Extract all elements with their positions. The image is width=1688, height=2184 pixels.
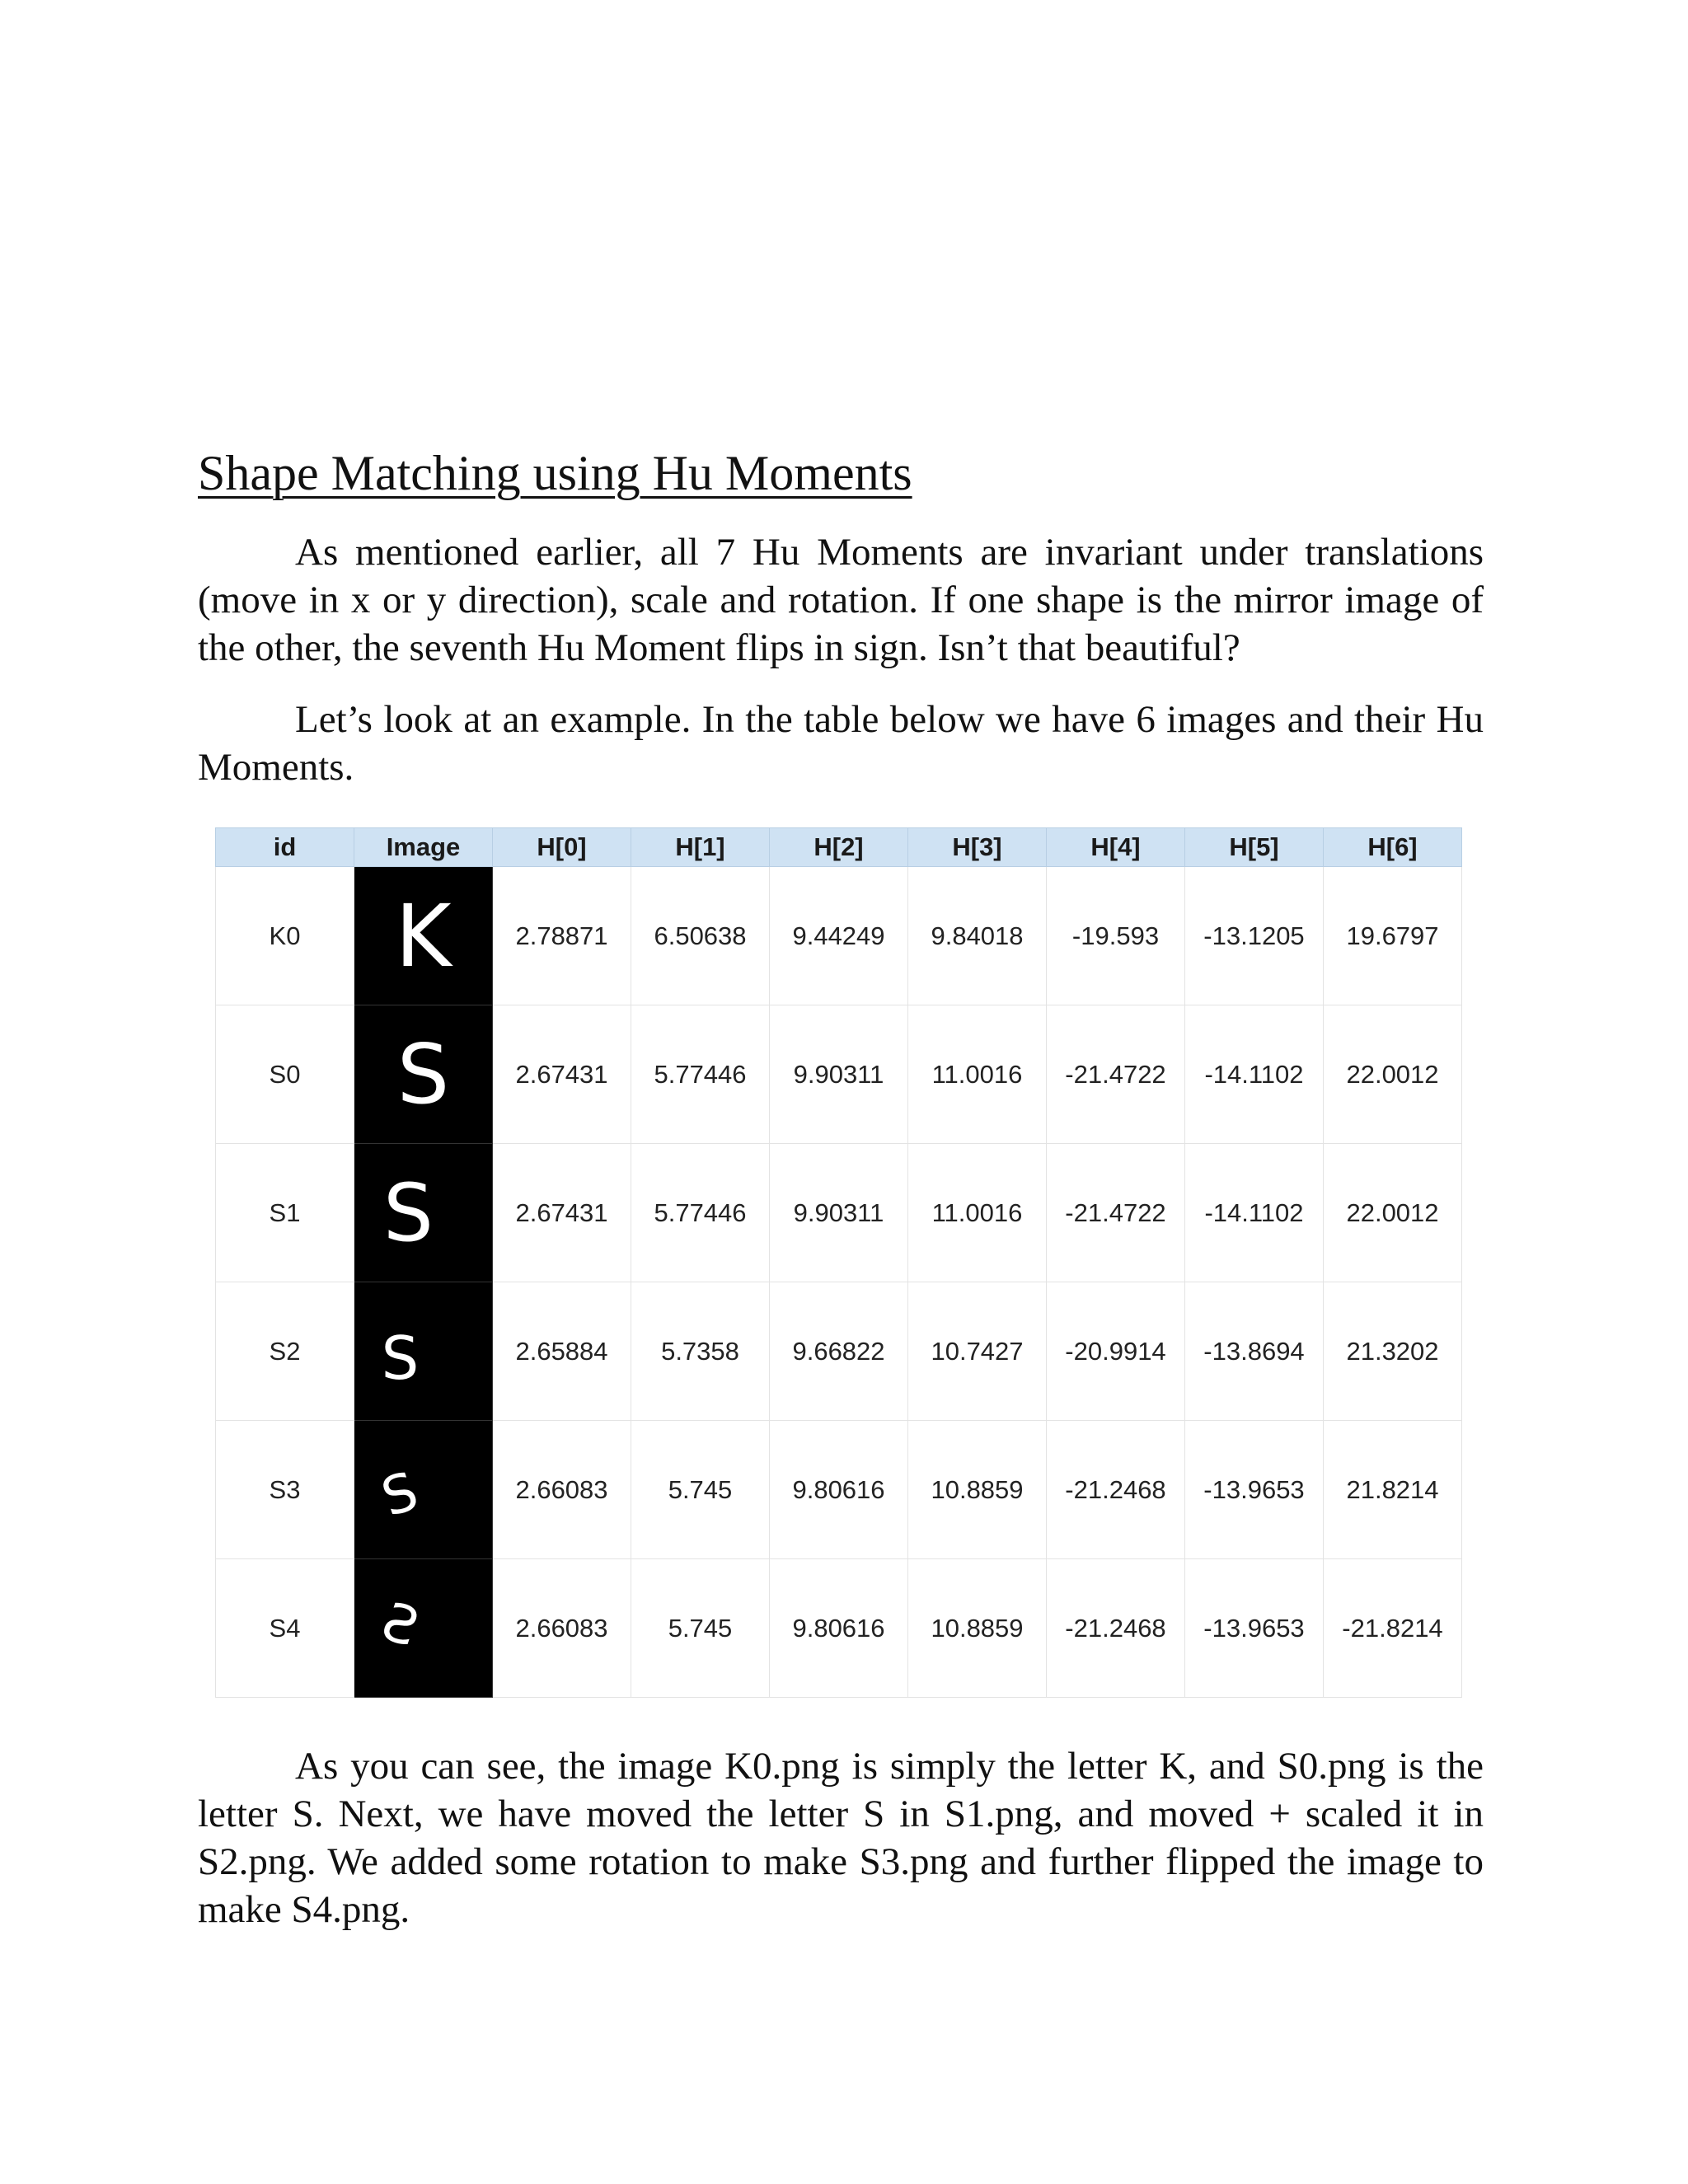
conclusion-paragraph: As you can see, the image K0.png is simply the letter K, and S0.png is the letter S. Next, we have moved the letter S in S1.png, and moved + scaled it in S2.png. We added some rotation to make S3.png and further flipped the image to make S4.png. xyxy=(198,1745,1484,1931)
cell-h4: -21.4722 xyxy=(1047,1005,1185,1144)
cell-h0: 2.67431 xyxy=(493,1005,631,1144)
page-title: Shape Matching using Hu Moments xyxy=(198,446,912,500)
header-h0: H[0] xyxy=(493,828,631,867)
cell-h6: -21.8214 xyxy=(1324,1559,1462,1698)
header-h4: H[4] xyxy=(1047,828,1185,867)
cell-h6: 19.6797 xyxy=(1324,867,1462,1005)
cell-h5: -13.1205 xyxy=(1185,867,1324,1005)
cell-h3: 9.84018 xyxy=(908,867,1047,1005)
letter-glyph: S xyxy=(374,1460,426,1529)
hu-moments-table xyxy=(215,827,1462,1698)
cell-h2: 9.90311 xyxy=(770,1005,908,1144)
intro-paragraph: As mentioned earlier, all 7 Hu Moments are invariant under translations (move in x or y direction), scale and rotation. If one shape is the mirror image of the other, the seventh Hu Moment flips in sign. Isn’t that beautiful? xyxy=(198,531,1484,669)
cell-h1: 5.745 xyxy=(631,1421,770,1559)
cell-h5: -13.9653 xyxy=(1185,1559,1324,1698)
example-paragraph: Let’s look at an example. In the table below we have 6 images and their Hu Moments. xyxy=(198,698,1484,789)
cell-h3: 10.8859 xyxy=(908,1421,1047,1559)
letter-image-s0 xyxy=(354,1005,493,1144)
hu-moments-table-wrapper xyxy=(215,827,1461,1694)
table-row xyxy=(216,1282,1462,1421)
cell-h2: 9.90311 xyxy=(770,1144,908,1282)
table-row xyxy=(216,1144,1462,1282)
letter-glyph: S xyxy=(396,1025,450,1122)
cell-h5: -13.8694 xyxy=(1185,1282,1324,1421)
cell-h3: 11.0016 xyxy=(908,1144,1047,1282)
table-row xyxy=(216,867,1462,1005)
cell-h6: 22.0012 xyxy=(1324,1144,1462,1282)
cell-h0: 2.78871 xyxy=(493,867,631,1005)
header-h3: H[3] xyxy=(908,828,1047,867)
cell-h0: 2.66083 xyxy=(493,1559,631,1698)
cell-h4: -19.593 xyxy=(1047,867,1185,1005)
row-id: S2 xyxy=(216,1282,354,1421)
cell-h2: 9.44249 xyxy=(770,867,908,1005)
cell-h0: 2.65884 xyxy=(493,1282,631,1421)
cell-h3: 10.8859 xyxy=(908,1559,1047,1698)
row-id: S1 xyxy=(216,1144,354,1282)
header-h1: H[1] xyxy=(631,828,770,867)
cell-h6: 21.8214 xyxy=(1324,1421,1462,1559)
cell-h1: 5.745 xyxy=(631,1559,770,1698)
header-h2: H[2] xyxy=(770,828,908,867)
letter-glyph: K xyxy=(395,885,452,987)
cell-h1: 5.77446 xyxy=(631,1144,770,1282)
row-id: K0 xyxy=(216,867,354,1005)
cell-h6: 21.3202 xyxy=(1324,1282,1462,1421)
letter-glyph: S xyxy=(383,1166,434,1259)
cell-h4: -21.4722 xyxy=(1047,1144,1185,1282)
table-row xyxy=(216,1005,1462,1144)
row-id: S0 xyxy=(216,1005,354,1144)
cell-h3: 10.7427 xyxy=(908,1282,1047,1421)
cell-h1: 5.7358 xyxy=(631,1282,770,1421)
letter-glyph: S xyxy=(381,1323,420,1393)
cell-h2: 9.66822 xyxy=(770,1282,908,1421)
cell-h4: -21.2468 xyxy=(1047,1421,1185,1559)
cell-h0: 2.67431 xyxy=(493,1144,631,1282)
row-id: S3 xyxy=(216,1421,354,1559)
cell-h3: 11.0016 xyxy=(908,1005,1047,1144)
header-h5: H[5] xyxy=(1185,828,1324,867)
cell-h4: -21.2468 xyxy=(1047,1559,1185,1698)
cell-h1: 6.50638 xyxy=(631,867,770,1005)
table-header-row xyxy=(216,828,1462,867)
cell-h4: -20.9914 xyxy=(1047,1282,1185,1421)
cell-h5: -13.9653 xyxy=(1185,1421,1324,1559)
letter-image-k0 xyxy=(354,867,493,1005)
cell-h1: 5.77446 xyxy=(631,1005,770,1144)
letter-image-s4 xyxy=(354,1559,493,1698)
cell-h2: 9.80616 xyxy=(770,1421,908,1559)
letter-image-s2 xyxy=(354,1282,493,1421)
cell-h6: 22.0012 xyxy=(1324,1005,1462,1144)
table-row xyxy=(216,1559,1462,1698)
header-h6: H[6] xyxy=(1324,828,1462,867)
header-id: id xyxy=(216,828,354,867)
table-row xyxy=(216,1421,1462,1559)
header-image: Image xyxy=(354,828,493,867)
cell-h5: -14.1102 xyxy=(1185,1144,1324,1282)
row-id: S4 xyxy=(216,1559,354,1698)
cell-h0: 2.66083 xyxy=(493,1421,631,1559)
cell-h2: 9.80616 xyxy=(770,1559,908,1698)
letter-glyph: S xyxy=(374,1591,426,1659)
letter-image-s1 xyxy=(354,1144,493,1282)
cell-h5: -14.1102 xyxy=(1185,1005,1324,1144)
letter-image-s3 xyxy=(354,1421,493,1559)
